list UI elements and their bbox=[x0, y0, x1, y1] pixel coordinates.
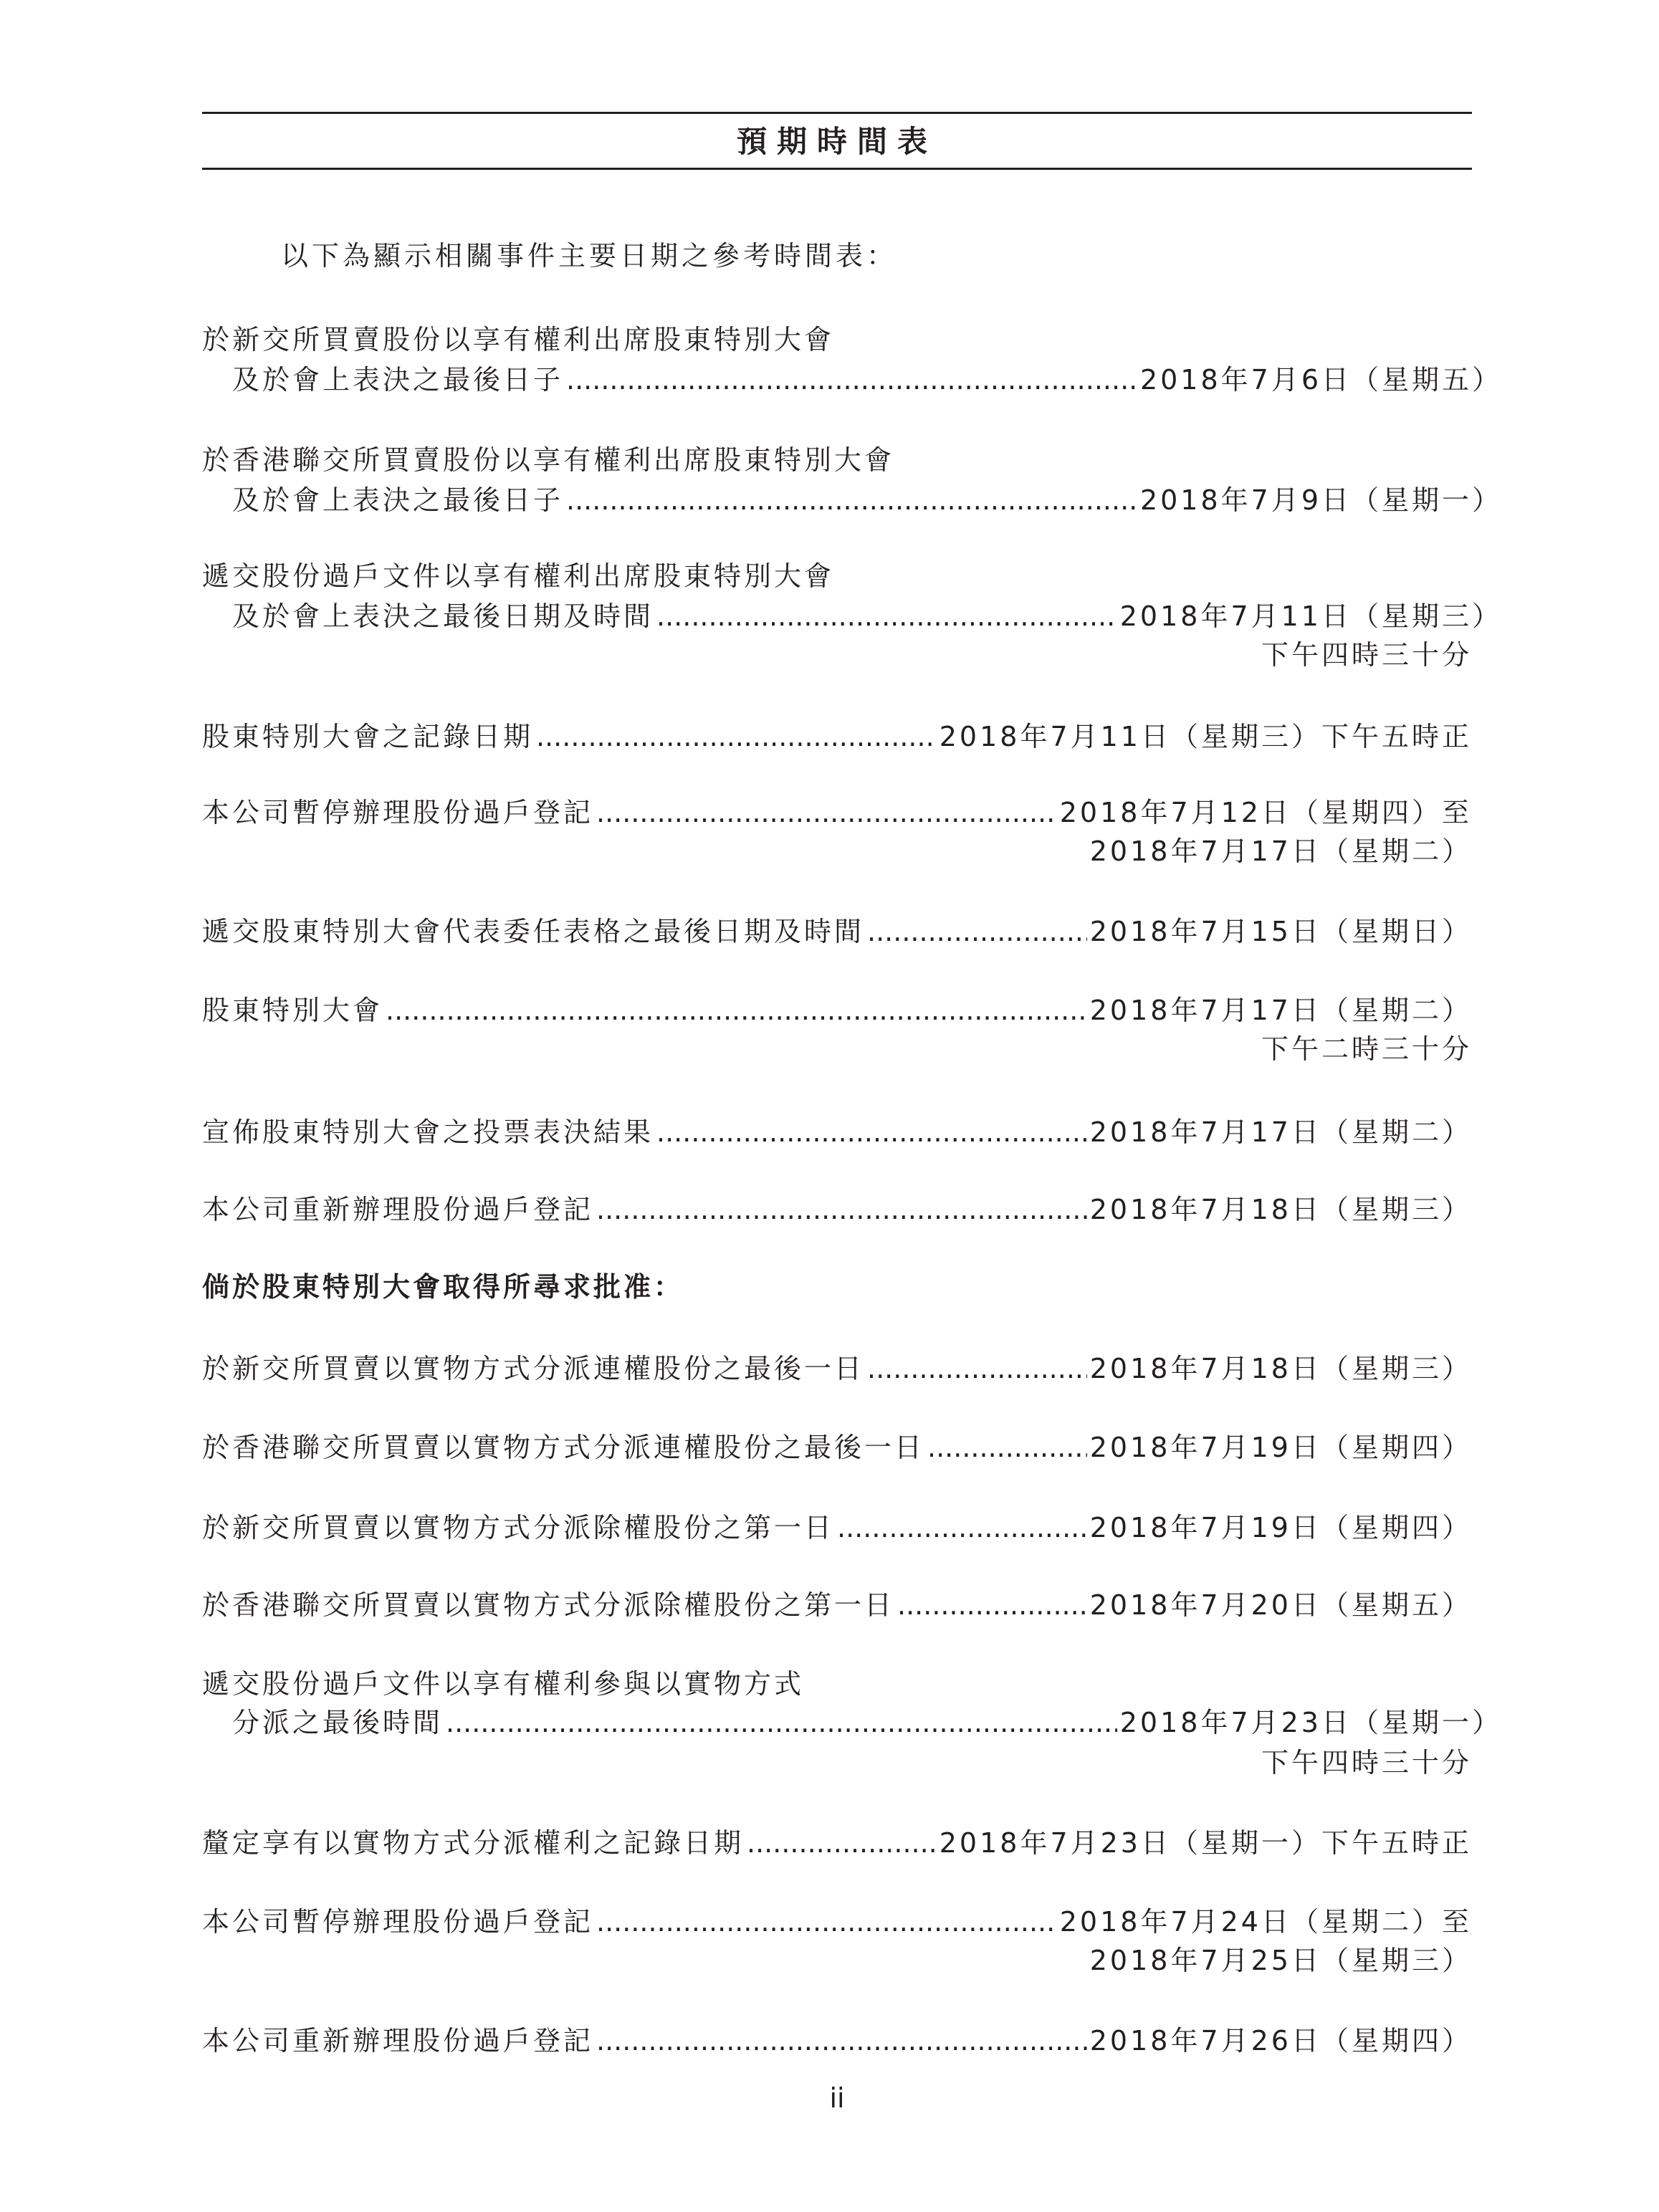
entry-7-row bbox=[202, 1112, 1472, 1152]
entry-16-leader bbox=[596, 2021, 1087, 2061]
entry-4-row bbox=[202, 793, 1472, 833]
entry-0-row bbox=[202, 360, 1502, 400]
entry-3-row bbox=[202, 717, 1472, 757]
entry-13-extra: 下午四時三十分 bbox=[1261, 1747, 1472, 1778]
entry-12-leader bbox=[897, 1585, 1087, 1625]
entry-3-value: 2018年7月11日（星期三）下午五時正 bbox=[939, 721, 1472, 752]
entry-7-label: 宣佈股東特別大會之投票表決結果 bbox=[202, 1116, 654, 1148]
entry-1-line1: 於香港聯交所買賣股份以享有權利出席股東特別大會 bbox=[202, 444, 895, 476]
entry-3-label: 股東特別大會之記錄日期 bbox=[202, 721, 534, 752]
entry-11-row bbox=[202, 1508, 1472, 1548]
entry-2-line1: 遞交股份過戶文件以享有權利出席股東特別大會 bbox=[202, 560, 835, 592]
entry-9-leader bbox=[867, 1349, 1087, 1389]
entry-2-label: 及於會上表決之最後日期及時間 bbox=[232, 600, 654, 632]
page-title: 預期時間表 bbox=[736, 124, 937, 159]
entry-2-extra: 下午四時三十分 bbox=[1261, 639, 1472, 671]
entry-11-label: 於新交所買賣以實物方式分派除權股份之第一日 bbox=[202, 1512, 835, 1543]
entry-1-value: 2018年7月9日（星期一） bbox=[1139, 484, 1502, 516]
entry-14-label: 釐定享有以實物方式分派權利之記錄日期 bbox=[202, 1827, 745, 1859]
intro-text: 以下為顯示相關事件主要日期之參考時間表： bbox=[281, 240, 898, 272]
entry-10-value: 2018年7月19日（星期四） bbox=[1089, 1432, 1472, 1463]
header-top-rule bbox=[202, 112, 1472, 114]
entry-10-label: 於香港聯交所買賣以實物方式分派連權股份之最後一日 bbox=[202, 1432, 925, 1463]
entry-16-value: 2018年7月26日（星期四） bbox=[1089, 2025, 1472, 2057]
entry-2-row bbox=[202, 596, 1502, 636]
entry-2-value: 2018年7月11日（星期三） bbox=[1119, 600, 1502, 632]
entry-14-value: 2018年7月23日（星期一）下午五時正 bbox=[939, 1827, 1472, 1859]
entry-13-row bbox=[202, 1703, 1502, 1743]
entry-8-leader bbox=[596, 1189, 1087, 1230]
entry-2-leader bbox=[656, 596, 1117, 636]
entry-4-extra: 2018年7月17日（星期二） bbox=[1089, 836, 1472, 867]
entry-4-leader bbox=[596, 793, 1057, 833]
entry-15-row bbox=[202, 1902, 1472, 1942]
entry-16-row bbox=[202, 2021, 1472, 2061]
entry-3-leader bbox=[536, 717, 937, 757]
entry-13-leader bbox=[446, 1703, 1117, 1743]
entry-1-row bbox=[202, 480, 1502, 520]
entry-13-value: 2018年7月23日（星期一） bbox=[1119, 1707, 1502, 1738]
entry-0-value: 2018年7月6日（星期五） bbox=[1139, 364, 1502, 396]
entry-14-leader bbox=[747, 1823, 937, 1863]
entry-4-label: 本公司暫停辦理股份過戶登記 bbox=[202, 797, 594, 828]
entry-16-label: 本公司重新辦理股份過戶登記 bbox=[202, 2025, 594, 2057]
page-number: ii bbox=[829, 2082, 845, 2114]
entry-6-extra: 下午二時三十分 bbox=[1261, 1033, 1472, 1065]
entry-5-row bbox=[202, 911, 1472, 952]
entry-5-leader bbox=[867, 911, 1087, 952]
entry-5-label: 遞交股東特別大會代表委任表格之最後日期及時間 bbox=[202, 916, 865, 947]
entry-14-row bbox=[202, 1823, 1472, 1863]
entry-1-label: 及於會上表決之最後日子 bbox=[232, 484, 564, 516]
entry-6-label: 股東特別大會 bbox=[202, 995, 383, 1026]
entry-15-extra: 2018年7月25日（星期三） bbox=[1089, 1945, 1472, 1976]
entry-9-row bbox=[202, 1349, 1472, 1389]
entry-7-value: 2018年7月17日（星期二） bbox=[1089, 1116, 1472, 1148]
entry-10-leader bbox=[927, 1427, 1087, 1468]
section-heading: 倘於股東特別大會取得所尋求批准： bbox=[202, 1271, 684, 1303]
entry-11-leader bbox=[837, 1508, 1087, 1548]
entry-13-line1: 遞交股份過戶文件以享有權利參與以實物方式 bbox=[202, 1668, 805, 1700]
entry-8-row bbox=[202, 1189, 1472, 1230]
entry-9-label: 於新交所買賣以實物方式分派連權股份之最後一日 bbox=[202, 1353, 865, 1384]
entry-0-leader bbox=[566, 360, 1137, 400]
entry-0-line1: 於新交所買賣股份以享有權利出席股東特別大會 bbox=[202, 324, 835, 355]
entry-5-value: 2018年7月15日（星期日） bbox=[1089, 916, 1472, 947]
entry-7-leader bbox=[656, 1112, 1087, 1152]
entry-10-row bbox=[202, 1427, 1472, 1468]
entry-11-value: 2018年7月19日（星期四） bbox=[1089, 1512, 1472, 1543]
entry-9-value: 2018年7月18日（星期三） bbox=[1089, 1353, 1472, 1384]
entry-13-label: 分派之最後時間 bbox=[232, 1707, 444, 1738]
entry-15-value: 2018年7月24日（星期二）至 bbox=[1059, 1906, 1472, 1938]
entry-12-label: 於香港聯交所買賣以實物方式分派除權股份之第一日 bbox=[202, 1589, 895, 1621]
entry-12-row bbox=[202, 1585, 1472, 1625]
entry-6-row bbox=[202, 990, 1472, 1030]
entry-8-value: 2018年7月18日（星期三） bbox=[1089, 1194, 1472, 1225]
entry-1-leader bbox=[566, 480, 1137, 520]
entry-6-leader bbox=[386, 990, 1087, 1030]
header-bottom-rule bbox=[202, 168, 1472, 170]
entry-12-value: 2018年7月20日（星期五） bbox=[1089, 1589, 1472, 1621]
entry-4-value: 2018年7月12日（星期四）至 bbox=[1059, 797, 1472, 828]
entry-8-label: 本公司重新辦理股份過戶登記 bbox=[202, 1194, 594, 1225]
entry-15-leader bbox=[596, 1902, 1057, 1942]
entry-15-label: 本公司暫停辦理股份過戶登記 bbox=[202, 1906, 594, 1938]
entry-0-label: 及於會上表決之最後日子 bbox=[232, 364, 564, 396]
entry-6-value: 2018年7月17日（星期二） bbox=[1089, 995, 1472, 1026]
